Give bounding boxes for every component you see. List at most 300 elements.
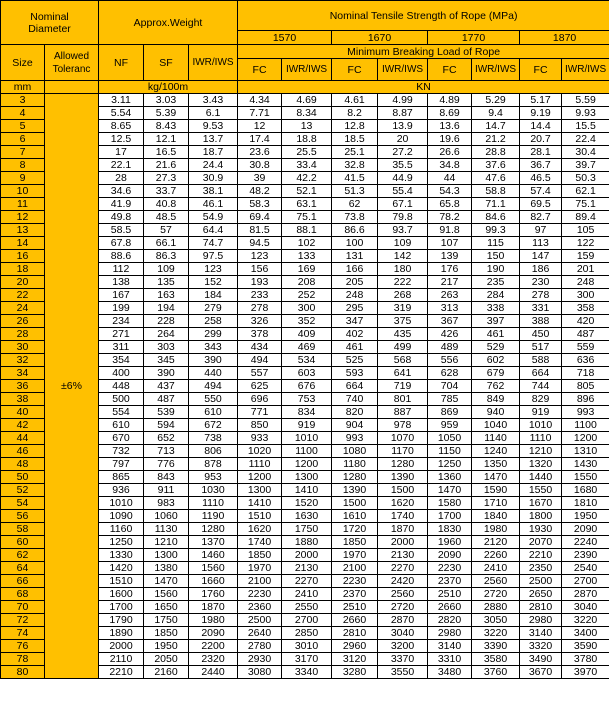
value-cell: 37.6	[472, 159, 520, 172]
value-cell: 7.71	[238, 107, 282, 120]
value-cell: 1500	[332, 497, 378, 510]
value-cell: 199	[99, 302, 144, 315]
value-cell: 1180	[332, 458, 378, 471]
value-cell: 2560	[472, 575, 520, 588]
header-load-fc: FC	[520, 59, 562, 81]
value-cell: 1700	[99, 601, 144, 614]
value-cell: 1680	[562, 484, 609, 497]
size-cell: 48	[1, 458, 45, 471]
value-cell: 163	[144, 289, 189, 302]
value-cell: 17	[99, 146, 144, 159]
value-cell: 12.1	[144, 133, 189, 146]
value-cell: 2780	[238, 640, 282, 653]
value-cell: 1500	[378, 484, 428, 497]
value-cell: 48.2	[238, 185, 282, 198]
value-cell: 1880	[282, 536, 332, 549]
size-cell: 36	[1, 380, 45, 393]
value-cell: 42.2	[282, 172, 332, 185]
size-cell: 5	[1, 120, 45, 133]
value-cell: 933	[238, 432, 282, 445]
value-cell: 3220	[562, 614, 609, 627]
value-cell: 1080	[332, 445, 378, 458]
value-cell: 1670	[520, 497, 562, 510]
value-cell: 744	[520, 380, 562, 393]
value-cell: 1510	[99, 575, 144, 588]
value-cell: 1510	[238, 510, 282, 523]
value-cell: 461	[472, 328, 520, 341]
value-cell: 67.8	[99, 237, 144, 250]
value-cell: 147	[520, 250, 562, 263]
size-cell: 34	[1, 367, 45, 380]
value-cell: 3.43	[189, 94, 238, 107]
value-cell: 41.9	[99, 198, 144, 211]
value-cell: 94.5	[238, 237, 282, 250]
value-cell: 1790	[99, 614, 144, 627]
value-cell: 52.1	[282, 185, 332, 198]
value-cell: 850	[238, 419, 282, 432]
value-cell: 2090	[428, 549, 472, 562]
value-cell: 1170	[378, 445, 428, 458]
value-cell: 2210	[99, 666, 144, 679]
value-cell: 30.9	[189, 172, 238, 185]
value-cell: 69.4	[238, 211, 282, 224]
value-cell: 345	[144, 354, 189, 367]
value-cell: 829	[520, 393, 562, 406]
value-cell: 896	[562, 393, 609, 406]
value-cell: 1010	[520, 419, 562, 432]
value-cell: 14.4	[520, 120, 562, 133]
table-row	[1, 94, 609, 107]
value-cell: 762	[472, 380, 520, 393]
value-cell: 1800	[520, 510, 562, 523]
value-cell: 2540	[562, 562, 609, 575]
value-cell: 500	[99, 393, 144, 406]
value-cell: 97	[520, 224, 562, 237]
value-cell: 75.1	[562, 198, 609, 211]
size-cell: 12	[1, 211, 45, 224]
value-cell: 806	[189, 445, 238, 458]
value-cell: 983	[144, 497, 189, 510]
value-cell: 1750	[282, 523, 332, 536]
value-cell: 28.8	[472, 146, 520, 159]
value-cell: 1330	[99, 549, 144, 562]
value-cell: 25.1	[332, 146, 378, 159]
value-cell: 34.6	[99, 185, 144, 198]
value-cell: 20.7	[520, 133, 562, 146]
value-cell: 107	[428, 237, 472, 250]
value-cell: 201	[562, 263, 609, 276]
value-cell: 588	[520, 354, 562, 367]
value-cell: 3580	[472, 653, 520, 666]
value-cell: 8.34	[282, 107, 332, 120]
value-cell: 2700	[282, 614, 332, 627]
value-cell: 904	[332, 419, 378, 432]
value-cell: 180	[378, 263, 428, 276]
value-cell: 1200	[282, 458, 332, 471]
value-cell: 8.43	[144, 120, 189, 133]
value-cell: 347	[332, 315, 378, 328]
value-cell: 713	[144, 445, 189, 458]
value-cell: 2320	[189, 653, 238, 666]
value-cell: 233	[238, 289, 282, 302]
value-cell: 2700	[562, 575, 609, 588]
size-cell: 80	[1, 666, 45, 679]
size-cell: 72	[1, 614, 45, 627]
value-cell: 568	[378, 354, 428, 367]
value-cell: 8.69	[428, 107, 472, 120]
value-cell: 397	[472, 315, 520, 328]
value-cell: 2820	[428, 614, 472, 627]
size-cell: 62	[1, 549, 45, 562]
value-cell: 2810	[332, 627, 378, 640]
value-cell: 2870	[378, 614, 428, 627]
value-cell: 86.6	[332, 224, 378, 237]
size-cell: 38	[1, 393, 45, 406]
value-cell: 41.5	[332, 172, 378, 185]
value-cell: 12.5	[99, 133, 144, 146]
value-cell: 193	[238, 276, 282, 289]
value-cell: 1560	[144, 588, 189, 601]
value-cell: 26.6	[428, 146, 472, 159]
value-cell: 1890	[99, 627, 144, 640]
value-cell: 641	[378, 367, 428, 380]
value-cell: 20	[378, 133, 428, 146]
size-cell: 52	[1, 484, 45, 497]
value-cell: 205	[332, 276, 378, 289]
value-cell: 461	[332, 341, 378, 354]
value-cell: 1040	[472, 419, 520, 432]
value-cell: 1100	[282, 445, 332, 458]
table-body	[1, 94, 609, 679]
value-cell: 3400	[562, 627, 609, 640]
value-cell: 3170	[282, 653, 332, 666]
value-cell: 338	[472, 302, 520, 315]
value-cell: 390	[189, 354, 238, 367]
value-cell: 9.19	[520, 107, 562, 120]
header-approx-weight: Approx.Weight	[99, 1, 238, 45]
value-cell: 105	[562, 224, 609, 237]
value-cell: 554	[99, 406, 144, 419]
value-cell: 44	[428, 172, 472, 185]
header-min-breaking-load: Minimum Breaking Load of Rope	[238, 45, 609, 59]
value-cell: 138	[99, 276, 144, 289]
value-cell: 2360	[238, 601, 282, 614]
value-cell: 738	[189, 432, 238, 445]
value-cell: 1280	[378, 458, 428, 471]
value-cell: 2000	[99, 640, 144, 653]
value-cell: 1010	[282, 432, 332, 445]
value-cell: 953	[189, 471, 238, 484]
value-cell: 797	[99, 458, 144, 471]
value-cell: 1390	[332, 484, 378, 497]
value-cell: 2850	[282, 627, 332, 640]
value-cell: 593	[332, 367, 378, 380]
value-cell: 1850	[238, 549, 282, 562]
value-cell: 109	[144, 263, 189, 276]
value-cell: 2090	[189, 627, 238, 640]
value-cell: 911	[144, 484, 189, 497]
value-cell: 102	[282, 237, 332, 250]
value-cell: 1630	[282, 510, 332, 523]
header-grade-1770: 1770	[428, 31, 520, 45]
value-cell: 1760	[189, 588, 238, 601]
value-cell: 2370	[428, 575, 472, 588]
value-cell: 440	[189, 367, 238, 380]
value-cell: 135	[144, 276, 189, 289]
value-cell: 2070	[520, 536, 562, 549]
value-cell: 664	[332, 380, 378, 393]
value-cell: 1190	[189, 510, 238, 523]
value-cell: 534	[282, 354, 332, 367]
value-cell: 2410	[282, 588, 332, 601]
value-cell: 556	[428, 354, 472, 367]
value-cell: 81.5	[238, 224, 282, 237]
value-cell: 1470	[428, 484, 472, 497]
value-cell: 2560	[378, 588, 428, 601]
header-weight-nf: NF	[99, 45, 144, 81]
value-cell: 5.29	[472, 94, 520, 107]
value-cell: 1160	[99, 523, 144, 536]
value-cell: 1280	[332, 471, 378, 484]
value-cell: 2500	[238, 614, 282, 627]
value-cell: 74.7	[189, 237, 238, 250]
value-cell: 139	[428, 250, 472, 263]
value-cell: 517	[520, 341, 562, 354]
value-cell: 2050	[144, 653, 189, 666]
value-cell: 1090	[99, 510, 144, 523]
size-cell: 56	[1, 510, 45, 523]
value-cell: 1830	[428, 523, 472, 536]
value-cell: 8.87	[378, 107, 428, 120]
value-cell: 9.4	[472, 107, 520, 120]
value-cell: 44.9	[378, 172, 428, 185]
value-cell: 352	[282, 315, 332, 328]
header-grade-1570: 1570	[238, 31, 332, 45]
value-cell: 1210	[520, 445, 562, 458]
value-cell: 78.2	[428, 211, 472, 224]
value-cell: 1200	[238, 471, 282, 484]
size-cell: 14	[1, 237, 45, 250]
value-cell: 3.03	[144, 94, 189, 107]
value-cell: 18.5	[332, 133, 378, 146]
value-cell: 15.5	[562, 120, 609, 133]
size-cell: 70	[1, 601, 45, 614]
value-cell: 978	[378, 419, 428, 432]
unit-tolerance-blank	[45, 81, 99, 94]
value-cell: 73.8	[332, 211, 378, 224]
value-cell: 1580	[428, 497, 472, 510]
value-cell: 1130	[144, 523, 189, 536]
value-cell: 1550	[520, 484, 562, 497]
value-cell: 3010	[282, 640, 332, 653]
value-cell: 2390	[562, 549, 609, 562]
value-cell: 771	[238, 406, 282, 419]
value-cell: 39.7	[562, 159, 609, 172]
value-cell: 610	[99, 419, 144, 432]
value-cell: 263	[428, 289, 472, 302]
value-cell: 88.6	[99, 250, 144, 263]
size-cell: 76	[1, 640, 45, 653]
value-cell: 603	[282, 367, 332, 380]
value-cell: 2960	[332, 640, 378, 653]
value-cell: 194	[144, 302, 189, 315]
value-cell: 30.8	[238, 159, 282, 172]
value-cell: 58.8	[472, 185, 520, 198]
value-cell: 1300	[144, 549, 189, 562]
value-cell: 311	[99, 341, 144, 354]
value-cell: 776	[144, 458, 189, 471]
size-cell: 22	[1, 289, 45, 302]
value-cell: 176	[428, 263, 472, 276]
value-cell: 123	[189, 263, 238, 276]
value-cell: 17.4	[238, 133, 282, 146]
value-cell: 82.7	[520, 211, 562, 224]
size-cell: 54	[1, 497, 45, 510]
value-cell: 1550	[562, 471, 609, 484]
value-cell: 303	[144, 341, 189, 354]
size-cell: 18	[1, 263, 45, 276]
header-allowed-tolerance: Allowed Toleranc	[45, 45, 99, 81]
value-cell: 1410	[238, 497, 282, 510]
value-cell: 300	[282, 302, 332, 315]
value-cell: 3140	[428, 640, 472, 653]
value-cell: 1930	[520, 523, 562, 536]
value-cell: 959	[428, 419, 472, 432]
value-cell: 550	[189, 393, 238, 406]
value-cell: 123	[238, 250, 282, 263]
value-cell: 36.7	[520, 159, 562, 172]
value-cell: 109	[378, 237, 428, 250]
value-cell: 1240	[472, 445, 520, 458]
value-cell: 1390	[378, 471, 428, 484]
value-cell: 217	[428, 276, 472, 289]
header-nominal-tensile-strength: Nominal Tensile Strength of Rope (MPa)	[238, 1, 609, 31]
value-cell: 3320	[520, 640, 562, 653]
value-cell: 91.8	[428, 224, 472, 237]
value-cell: 62.1	[562, 185, 609, 198]
size-cell: 16	[1, 250, 45, 263]
value-cell: 21.2	[472, 133, 520, 146]
value-cell: 4.69	[282, 94, 332, 107]
value-cell: 636	[562, 354, 609, 367]
value-cell: 131	[332, 250, 378, 263]
value-cell: 1960	[428, 536, 472, 549]
value-cell: 331	[520, 302, 562, 315]
value-cell: 62	[332, 198, 378, 211]
value-cell: 3670	[520, 666, 562, 679]
size-cell: 74	[1, 627, 45, 640]
value-cell: 2160	[144, 666, 189, 679]
value-cell: 1280	[189, 523, 238, 536]
value-cell: 2980	[520, 614, 562, 627]
value-cell: 1150	[428, 445, 472, 458]
header-load-iwr-iws: IWR/IWS	[282, 59, 332, 81]
value-cell: 820	[332, 406, 378, 419]
value-cell: 2230	[238, 588, 282, 601]
value-cell: 1200	[562, 432, 609, 445]
value-cell: 13.7	[189, 133, 238, 146]
value-cell: 420	[562, 315, 609, 328]
value-cell: 3490	[520, 653, 562, 666]
value-cell: 122	[562, 237, 609, 250]
value-cell: 5.59	[562, 94, 609, 107]
size-cell: 44	[1, 432, 45, 445]
size-cell: 28	[1, 328, 45, 341]
value-cell: 1970	[332, 549, 378, 562]
value-cell: 3970	[562, 666, 609, 679]
value-cell: 9.93	[562, 107, 609, 120]
value-cell: 2000	[378, 536, 428, 549]
value-cell: 993	[562, 406, 609, 419]
value-cell: 679	[472, 367, 520, 380]
header-nominal-diameter: Nominal Diameter	[1, 1, 99, 45]
header-load-iwr-iws: IWR/IWS	[472, 59, 520, 81]
value-cell: 2510	[332, 601, 378, 614]
value-cell: 150	[472, 250, 520, 263]
value-cell: 93.7	[378, 224, 428, 237]
value-cell: 696	[238, 393, 282, 406]
value-cell: 313	[428, 302, 472, 315]
value-cell: 1380	[144, 562, 189, 575]
value-cell: 279	[189, 302, 238, 315]
value-cell: 6.1	[189, 107, 238, 120]
value-cell: 732	[99, 445, 144, 458]
value-cell: 834	[282, 406, 332, 419]
value-cell: 99.3	[472, 224, 520, 237]
header-load-iwr-iws: IWR/IWS	[378, 59, 428, 81]
value-cell: 33.7	[144, 185, 189, 198]
value-cell: 1350	[472, 458, 520, 471]
value-cell: 1660	[189, 575, 238, 588]
value-cell: 278	[238, 302, 282, 315]
value-cell: 2870	[562, 588, 609, 601]
value-cell: 58.3	[238, 198, 282, 211]
value-cell: 849	[472, 393, 520, 406]
value-cell: 24.4	[189, 159, 238, 172]
value-cell: 388	[520, 315, 562, 328]
value-cell: 2410	[472, 562, 520, 575]
value-cell: 1370	[189, 536, 238, 549]
value-cell: 2880	[472, 601, 520, 614]
value-cell: 1470	[472, 471, 520, 484]
value-cell: 1560	[189, 562, 238, 575]
value-cell: 295	[332, 302, 378, 315]
unit-load: KN	[238, 81, 609, 94]
value-cell: 878	[189, 458, 238, 471]
value-cell: 100	[332, 237, 378, 250]
value-cell: 2000	[282, 549, 332, 562]
value-cell: 169	[282, 263, 332, 276]
value-cell: 133	[282, 250, 332, 263]
value-cell: 993	[332, 432, 378, 445]
value-cell: 3390	[472, 640, 520, 653]
value-cell: 529	[472, 341, 520, 354]
value-cell: 2260	[472, 549, 520, 562]
value-cell: 801	[378, 393, 428, 406]
value-cell: 2210	[520, 549, 562, 562]
value-cell: 1740	[238, 536, 282, 549]
size-cell: 3	[1, 94, 45, 107]
value-cell: 435	[378, 328, 428, 341]
value-cell: 1060	[144, 510, 189, 523]
value-cell: 22.4	[562, 133, 609, 146]
value-cell: 1950	[562, 510, 609, 523]
value-cell: 602	[472, 354, 520, 367]
value-cell: 46.5	[520, 172, 562, 185]
value-cell: 1850	[332, 536, 378, 549]
value-cell: 167	[99, 289, 144, 302]
size-cell: 26	[1, 315, 45, 328]
